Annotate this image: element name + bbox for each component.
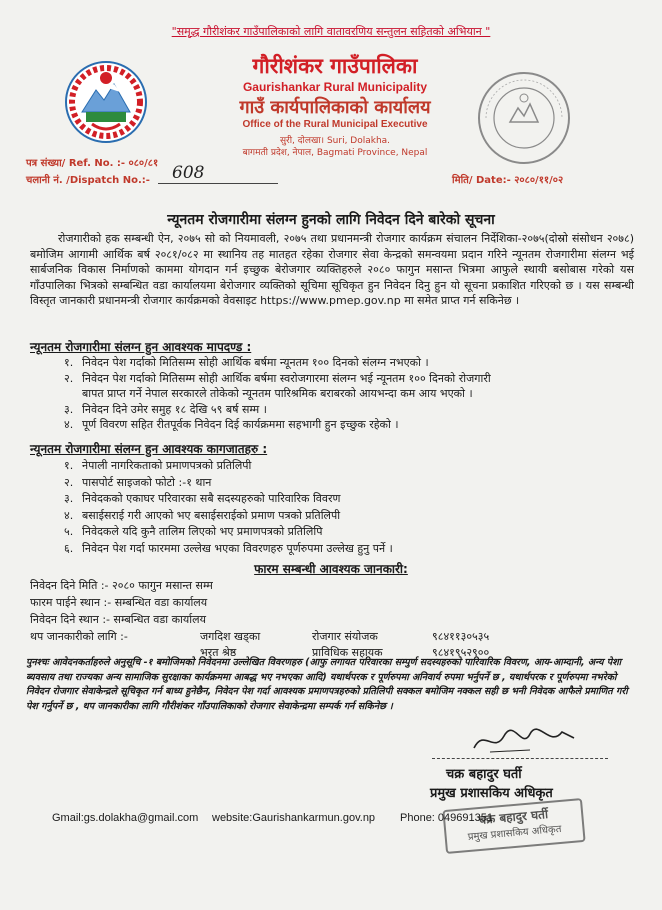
office-seal-icon bbox=[476, 70, 572, 166]
contact-phone: ९८४१९५२९०० bbox=[432, 646, 490, 659]
designation-stamp bbox=[442, 798, 585, 854]
list-item: १. निवेदन पेश गर्दाको मितिसम्म सोही आर्थिक बर्षमा न्यूनतम १०० दिनको संलग्न नभएको । bbox=[64, 356, 429, 369]
address-line-2: बागमती प्रदेश, नेपाल, Bagmati Province, Nepal bbox=[242, 148, 428, 158]
signatory-title: प्रमुख प्रशासकिय अधिकृत bbox=[430, 786, 553, 801]
notice-body bbox=[30, 231, 634, 309]
stamp-name: चक्र बहादुर घर्ती bbox=[477, 807, 549, 828]
form-info-row: निवेदन दिने मिति :- २०८० फागुन मसान्त सम्म bbox=[30, 579, 213, 592]
stamp-title: प्रमुख प्रशासकिय अधिकृत bbox=[467, 823, 562, 844]
list-item: २. पासपोर्ट साइजको फोटो :-१ थान bbox=[64, 475, 212, 489]
list-item: २. निवेदन पेश गर्दाको मितिसम्म सोही आर्थिक बर्षमा स्वरोजगारमा संलग्न भई न्यूनतम १०० दिनको रोजगारी bbox=[64, 371, 491, 385]
signatory-name: चक्र बहादुर घर्ती bbox=[446, 767, 522, 782]
contact-name: भरत श्रेष्ठ bbox=[200, 646, 237, 659]
postscript-note: पुनश्चः आवेदनकर्ताहरुले अनुसूचि -१ बमोजिमको निवेदनमा उल्लेखित विवरणहरु (आफु लगायत परिवारका सम्पुर्ण सदस्यहरुको पारिवारिक विवरण, आय-आम्दानी, अन्य पेशा ब्यवसाय तथा राज्यका अन्य सामाजिक सुरक्षाका कार्यक्रममा आबद्ध भए नभएका आदि) यथार्थपरक र पूर्णरुपमा अनिवार्य रुपमा भर्नुपर्ने छ , यथार्थपरक र पूर्णरुपमा नभरेको निवेदन रोजगार सेवाकेन्द्रले सूचिकृत गर्न बाध्य हुनेछैन, निवेदन पेश गर्दा आवश्यक प्रमाणपत्रहरुको प्रतिलिपी सक्कल बमोजिम नक्कल सही छ भनी निवेदक आफैले प्रमाणित गरी पेश गर्नुपर्ने छ , थप जानकारीका लागि गौरीशंकर गाँउपालिकाको रोजगार सेवाकेन्द्रमा सम्पर्क गर्न सकिनेछ । bbox=[26, 657, 628, 712]
ref-number: पत्र संख्या/ Ref. No. :- ०८०/८१ bbox=[26, 158, 159, 169]
dispatch-number: 608 bbox=[172, 163, 205, 183]
list-item: ४. पूर्ण विवरण सहित रीतपूर्वक निवेदन दिई कार्यक्रममा सहभागी हुन इच्छुक रहेको । bbox=[64, 418, 399, 431]
footer-phone: Phone: 049691351 bbox=[400, 812, 493, 824]
office-name-nepali: गाउँ कार्यपालिकाको कार्यालय bbox=[239, 97, 431, 118]
municipality-emblem-icon bbox=[62, 58, 150, 146]
list-item: १. नेपाली नागरिकताको प्रमाणपत्रको प्रतिलिपी bbox=[64, 459, 252, 472]
letter-date: मिति/ Date:- २०८०/११/०२ bbox=[452, 175, 564, 186]
org-name-nepali: गौरीशंकर गाउँपालिका bbox=[252, 54, 418, 78]
list-item: ३. निवेदकको एकाघर परिवारका सबै सदस्यहरुको पारिवारिक विवरण bbox=[64, 492, 341, 505]
notice-paragraph: रोजगारीको हक सम्बन्धी ऐन, २०७५ सो को नियमावली, २०७५ तथा प्रधानमन्त्री रोजगार कार्यक्रम संचालन निर्देशिका-२०७५(दोस्रो संसोधन २०७८) बमोजिम आगामी आर्थिक बर्ष २०८१/०८२ मा स्थानिय तह मातहत रहेका रोजगार सेवा केन्द्रको समन्वयमा प्रदान गरिने न्यूनतम रोजगारीमा संलग्न भई सार्बजनिक विकास निर्माणको काममा योगदान गर्न इच्छुक बेरोजगार व्यक्तिहरुले २०८० फागुन मसान्त भित्रमा आफुले स्थायी बसोबास गरेको यस गाँउपालिका भित्रको सम्बन्धित वडा कार्यालयमा बेरोजगार व्यक्तिको सूचिमा सूचिकृत हुन निवेदन दिनु हुन यो सूचना प्रकाशित गरिएको छ । यस सम्बन्धी विस्तृत जानकारी प्रधानमन्त्री रोजगार कार्यक्रमको वेवसाइट https://www.pmep.gov.np मा समेत प्राप्त गर्न सकिनेछ । bbox=[30, 232, 634, 307]
footer-email: Gmail:gs.dolakha@gmail.com bbox=[52, 812, 199, 824]
office-name-english: Office of the Rural Municipal Executive bbox=[242, 119, 428, 130]
motto: "समृद्ध गौरीशंकर गाउँपालिकाको लागि वातावरणिय सन्तुलन सहितको अभियान " bbox=[171, 25, 491, 38]
criteria-heading: न्यूनतम रोजगारीमा संलग्न हुन आवश्यक मापदण्ड : bbox=[30, 340, 252, 354]
form-info-heading: फारम सम्बन्धी आवश्यक जानकारी: bbox=[254, 562, 408, 576]
list-item: ५. निवेदकले यदि कुनै तालिम लिएको भए प्रमाणपत्रको प्रतिलिपि bbox=[64, 525, 323, 538]
form-info-row: निवेदन दिने स्थान :- सम्बन्धित वडा कार्यालय bbox=[30, 613, 206, 626]
documents-list bbox=[64, 458, 634, 557]
signature-line bbox=[432, 758, 608, 759]
contact-phone: ९८४११३०५३५ bbox=[432, 630, 490, 643]
criteria-list bbox=[64, 355, 634, 433]
contact-role: रोजगार संयोजक bbox=[312, 630, 378, 643]
handwritten-signature bbox=[470, 724, 580, 756]
dispatch-label: चलानी नं. /Dispatch No.:- bbox=[26, 175, 150, 186]
documents-heading: न्यूनतम रोजगारीमा संलग्न हुन आवश्यक कागजातहरु : bbox=[30, 442, 268, 456]
list-item: ३. निवेदन दिने उमेर समुह १८ देखि ५९ बर्ष सम्म । bbox=[64, 402, 267, 416]
contact-name: जगदिश खड्का bbox=[200, 630, 261, 643]
list-item: ४. बसाईसराई गरी आएको भए बसाईसराईको प्रमाण पत्रको प्रतिलिपी bbox=[64, 508, 341, 522]
list-item: ६. निवेदन पेश गर्दा फारममा उल्लेख भएका विवरणहरु पूर्णरुपमा उल्लेख हुनु पर्ने । bbox=[64, 541, 393, 555]
dispatch-underline bbox=[158, 183, 278, 184]
notice-title: न्यूनतम रोजगारीमा संलग्न हुनको लागि निवेदन दिने बारेको सूचना bbox=[167, 212, 495, 228]
form-info-row: फारम पाईने स्थान :- सम्बन्धित वडा कार्यालय bbox=[30, 596, 208, 609]
contact-role: प्राविधिक सहायक bbox=[312, 646, 383, 659]
contact-label: थप जानकारीको लागि :- bbox=[30, 630, 128, 643]
list-item: बापत प्राप्त गर्ने नेपाल सरकारले तोकेको न्यूनतम पारिश्रमिक बराबरको आयभन्दा कम आय भएको । bbox=[82, 387, 473, 400]
footer-website: website:Gaurishankarmun.gov.np bbox=[212, 812, 376, 824]
org-name-english: Gaurishankar Rural Municipality bbox=[242, 80, 428, 94]
address-line-1: सुरी, दोलखा। Suri, Dolakha. bbox=[279, 136, 391, 146]
